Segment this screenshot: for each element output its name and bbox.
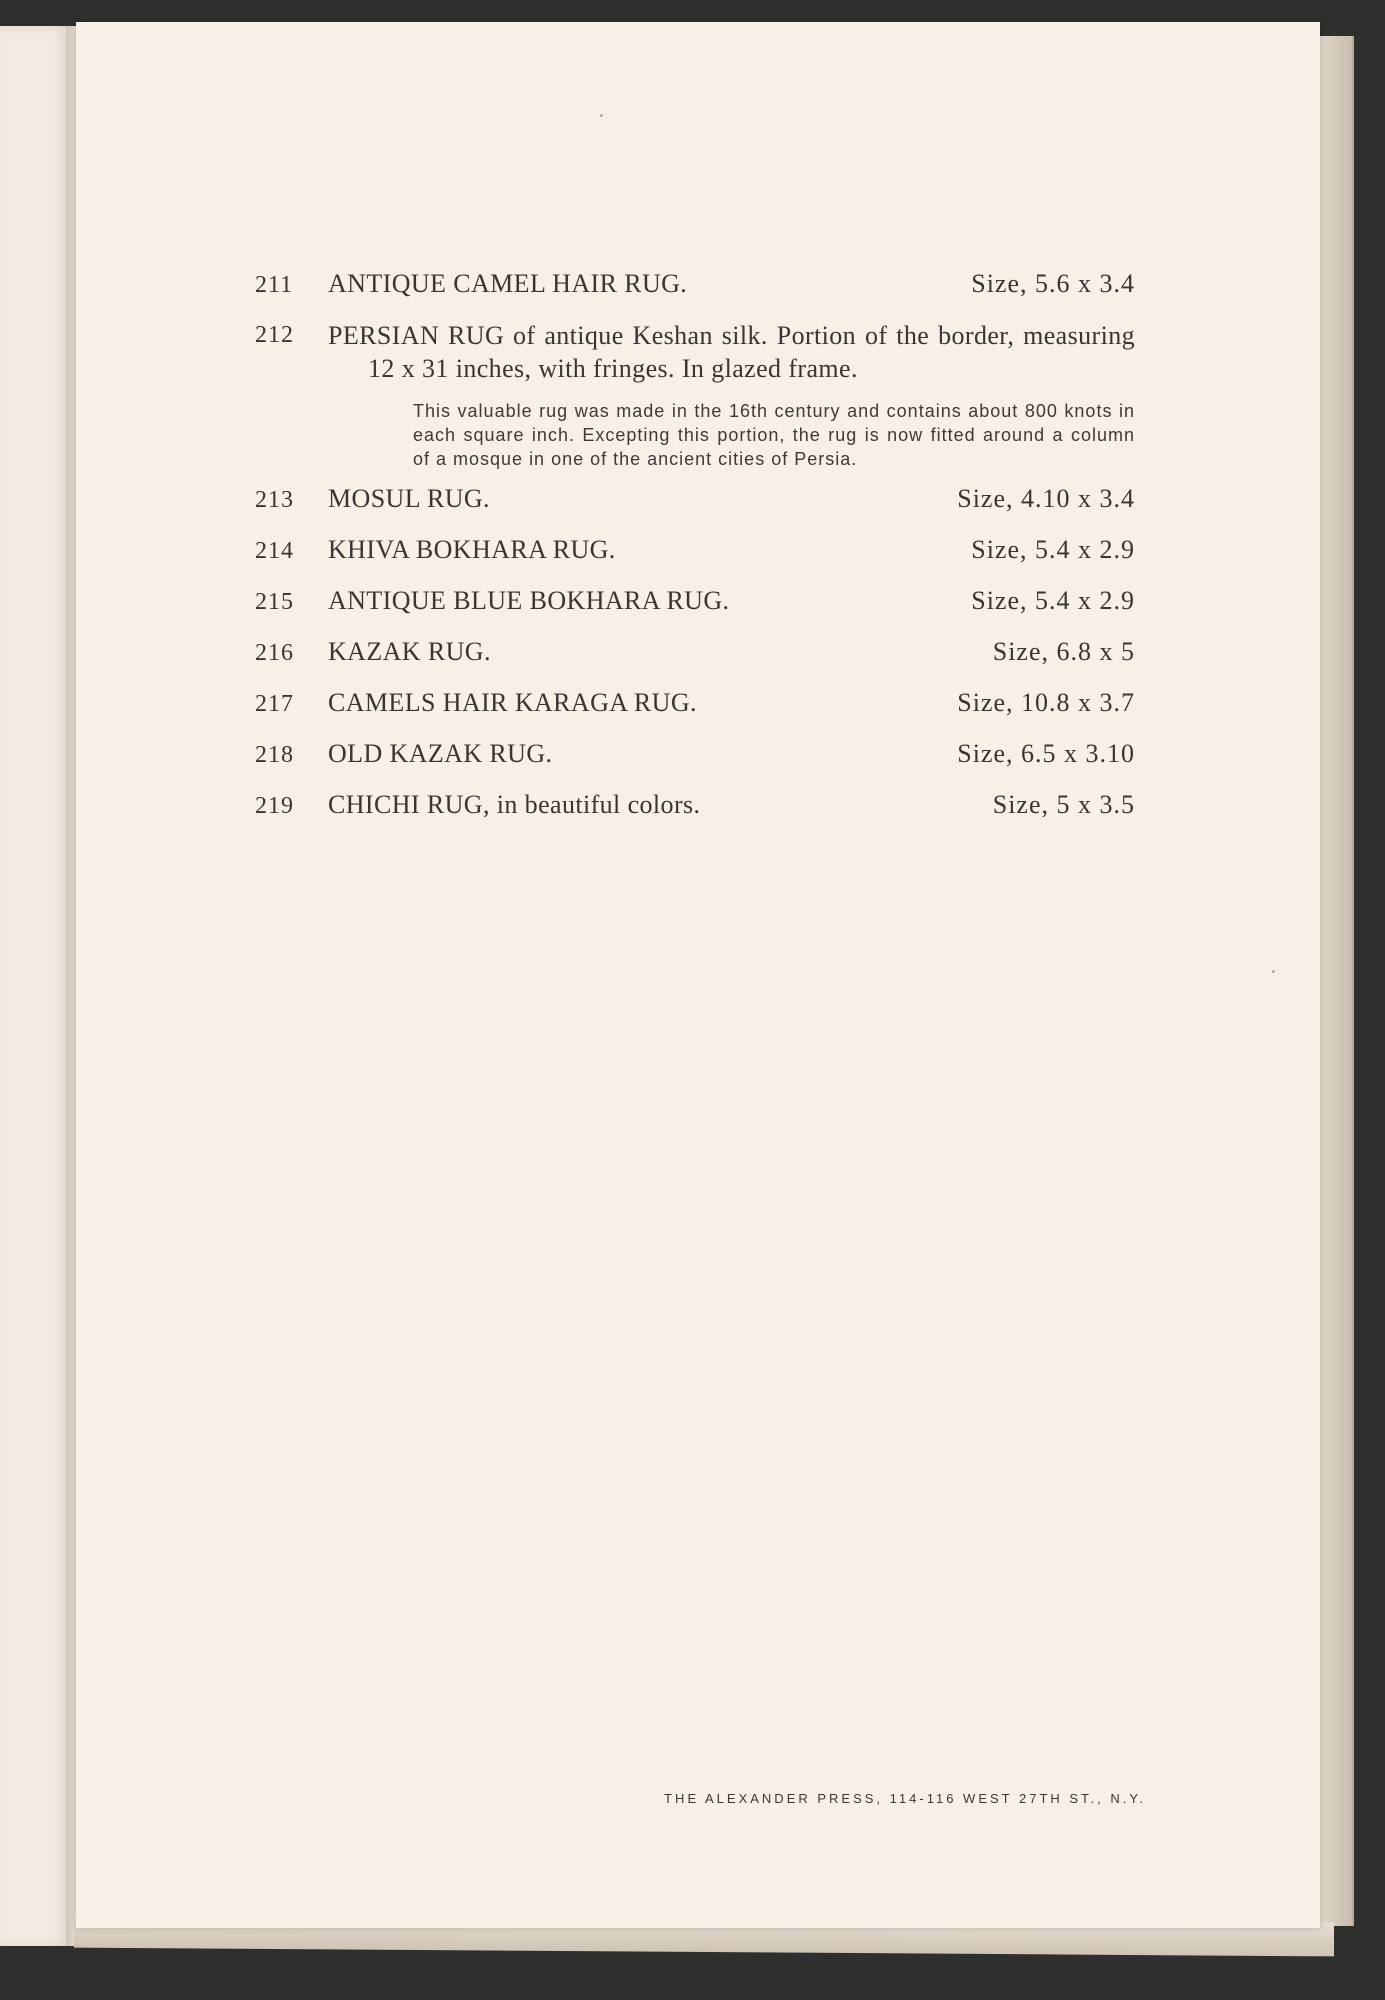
lot-entry xyxy=(255,534,1135,567)
lot-number: 215 xyxy=(255,589,294,615)
paper-speck xyxy=(600,114,603,117)
lot-size: Size, 5.4 x 2.9 xyxy=(971,535,1135,564)
lot-number: 212 xyxy=(255,322,294,348)
lot-title: OLD KAZAK RUG. xyxy=(328,739,553,768)
lot-number: 211 xyxy=(255,272,294,298)
lot-title: CAMELS HAIR KARAGA RUG. xyxy=(328,688,697,717)
lot-entry xyxy=(255,789,1135,822)
lot-entry xyxy=(255,738,1135,771)
lot-number: 213 xyxy=(255,487,294,513)
lot-size: Size, 5.4 x 2.9 xyxy=(971,586,1135,615)
lot-number: 214 xyxy=(255,538,294,564)
lot-size: Size, 4.10 x 3.4 xyxy=(957,484,1135,513)
lot-description: PERSIAN RUG of antique Keshan silk. Portion of the border, measuring 12 x 31 inches, with fringes. In glazed frame. xyxy=(328,321,1135,383)
lot-title: KAZAK RUG. xyxy=(328,637,491,666)
lot-title: ANTIQUE BLUE BOKHARA RUG. xyxy=(328,586,730,615)
lot-title: ANTIQUE CAMEL HAIR RUG. xyxy=(328,269,688,298)
lot-title: KHIVA BOKHARA RUG. xyxy=(328,535,616,564)
lot-number: 219 xyxy=(255,793,294,819)
lot-list xyxy=(255,268,1135,840)
lot-size: Size, 6.8 x 5 xyxy=(992,637,1135,666)
lot-size: Size, 5.6 x 3.4 xyxy=(971,269,1135,298)
lot-entry xyxy=(255,268,1135,301)
lot-size: Size, 5 x 3.5 xyxy=(992,790,1135,819)
lot-entry xyxy=(255,483,1135,516)
lot-entry xyxy=(255,636,1135,669)
lot-size: Size, 6.5 x 3.10 xyxy=(957,739,1135,768)
lot-number: 217 xyxy=(255,691,294,717)
lot-description-block xyxy=(328,319,1135,471)
lot-number: 218 xyxy=(255,742,294,768)
lot-note: This valuable rug was made in the 16th century and contains about 800 knots in each square inch. Excepting this portion, the rug is now fitted around a column of a mosque in one of the ancient cities of Persia. xyxy=(413,401,1135,469)
catalog-page xyxy=(76,22,1320,1928)
lot-entry xyxy=(255,585,1135,618)
lot-number: 216 xyxy=(255,640,294,666)
lot-entry xyxy=(255,687,1135,720)
lot-title: CHICHI RUG, in beautiful colors. xyxy=(328,790,701,819)
lot-entry-featured xyxy=(255,319,1135,471)
lot-title: MOSUL RUG. xyxy=(328,484,490,513)
printer-imprint: THE ALEXANDER PRESS, 114-116 WEST 27TH ST., N.Y. xyxy=(664,1791,1146,1806)
paper-speck xyxy=(1272,970,1275,973)
left-page-edge xyxy=(0,26,70,1946)
lot-size: Size, 10.8 x 3.7 xyxy=(957,688,1135,717)
